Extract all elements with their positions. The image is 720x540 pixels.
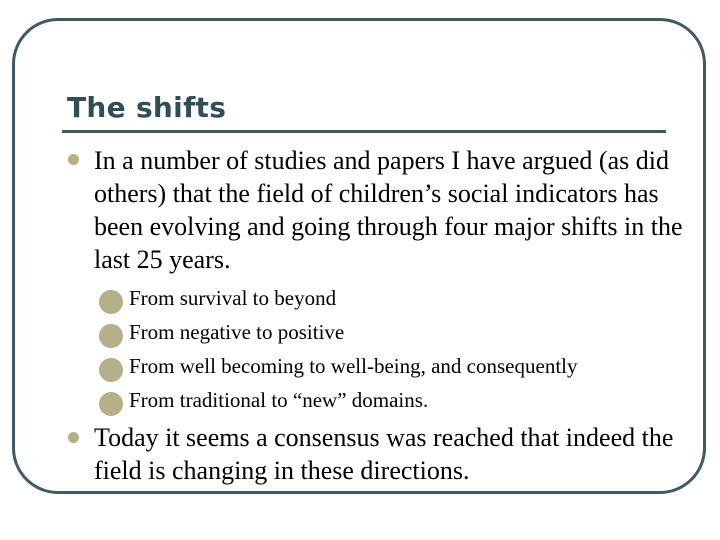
bullet-text-1: In a number of studies and papers I have argued (as did others) that the field of children’s social indicators has been evolving and going through four major shifts in the last 25 years. xyxy=(94,146,683,274)
sub-bullet-dot-icon xyxy=(99,358,123,382)
bullet-text-2: Today it seems a consensus was reached that indeed the field is changing in these directions. xyxy=(94,423,674,485)
sub-bullet-text: From traditional to “new” domains. xyxy=(129,388,429,412)
sub-bullet-dot-icon xyxy=(99,324,123,348)
sub-bullet-dot-icon xyxy=(99,392,123,416)
sub-bullet-text: From survival to beyond xyxy=(129,286,337,310)
sub-bullet-text: From well becoming to well-being, and consequently xyxy=(129,354,578,378)
title-divider xyxy=(62,130,666,133)
bullet-dot-icon xyxy=(68,154,79,165)
sub-bullet-text: From negative to positive xyxy=(129,320,345,344)
bullet-dot-icon xyxy=(68,432,79,443)
sub-bullet-dot-icon xyxy=(99,290,123,314)
slide-title: The shifts xyxy=(67,91,227,124)
